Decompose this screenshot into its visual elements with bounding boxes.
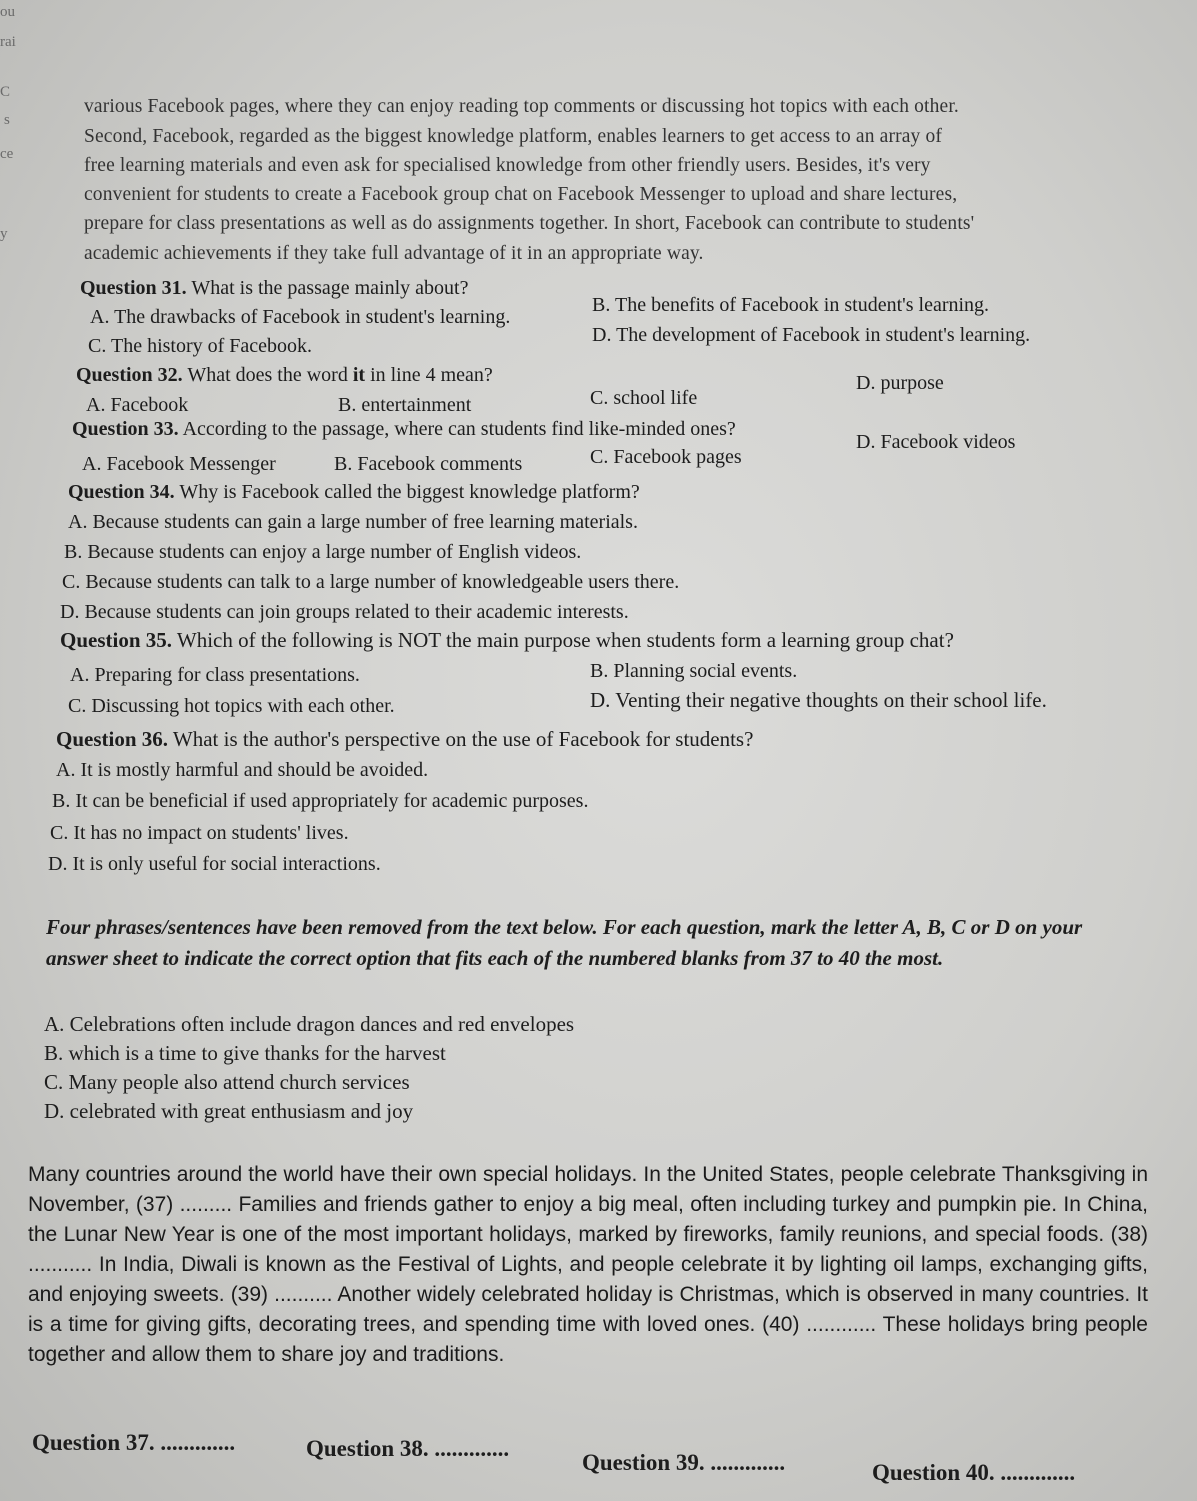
option-35c[interactable]: C. Discussing hot topics with each other.: [68, 695, 395, 717]
option-35a[interactable]: A. Preparing for class presentations.: [70, 664, 360, 686]
question-32: [76, 364, 493, 387]
question-label: Question 36.: [56, 727, 169, 751]
passage-line: free learning materials and even ask for specialised knowledge from other friendly users. Besides, it's very: [84, 155, 931, 176]
question-34: [68, 481, 640, 504]
margin-fragment: C: [0, 84, 11, 100]
question-label: Question 35.: [60, 628, 173, 652]
question-text: What does the word: [187, 364, 348, 386]
option-34b[interactable]: B. Because students can enjoy a large number of English videos.: [64, 541, 582, 563]
option-36c[interactable]: C. It has no impact on students' lives.: [50, 822, 349, 844]
question-label: Question 34.: [68, 481, 175, 503]
option-35b[interactable]: B. Planning social events.: [590, 660, 798, 682]
cloze-option-b[interactable]: B. which is a time to give thanks for the harvest: [44, 1041, 446, 1065]
question-text: What is the passage mainly about?: [191, 277, 469, 299]
option-33b[interactable]: B. Facebook comments: [334, 453, 523, 475]
question-text: Why is Facebook called the biggest knowledge platform?: [179, 481, 640, 503]
passage-line: various Facebook pages, where they can enjoy reading top comments or discussing hot topics with each other.: [84, 96, 959, 117]
option-32d[interactable]: D. purpose: [856, 372, 944, 394]
margin-fragment: ou: [0, 4, 15, 20]
margin-fragment: y: [0, 226, 8, 242]
answer-blank-37[interactable]: Question 37. .............: [32, 1430, 236, 1455]
margin-fragment: ce: [0, 146, 14, 162]
question-31: [80, 277, 468, 300]
option-31a[interactable]: A. The drawbacks of Facebook in student's learning.: [90, 306, 511, 328]
option-32b[interactable]: B. entertainment: [338, 394, 472, 416]
question-text: in line 4 mean?: [370, 364, 493, 386]
cloze-option-d[interactable]: D. celebrated with great enthusiasm and joy: [44, 1099, 414, 1123]
question-label: Question 33.: [72, 418, 179, 440]
answer-blank-39[interactable]: Question 39. .............: [582, 1450, 786, 1475]
passage-line: Second, Facebook, regarded as the biggest knowledge platform, enables learners to get access to an array of: [84, 126, 943, 147]
margin-fragment: s: [4, 112, 10, 128]
question-text: According to the passage, where can students find like-minded ones?: [182, 418, 736, 440]
option-34a[interactable]: A. Because students can gain a large number of free learning materials.: [68, 511, 638, 533]
option-32c[interactable]: C. school life: [590, 387, 698, 409]
cloze-instructions: Four phrases/sentences have been removed from the text below. For each question, mark the letter A, B, C or D on your answer sheet to indicate the correct option that fits each of the numbered blanks from 37 to 40 the most.: [46, 915, 1083, 970]
passage-line: convenient for students to create a Facebook group chat on Facebook Messenger to upload and share lectures,: [84, 184, 958, 205]
question-keyword: it: [352, 364, 366, 386]
option-34d[interactable]: D. Because students can join groups related to their academic interests.: [60, 601, 629, 623]
option-36a[interactable]: A. It is mostly harmful and should be avoided.: [56, 759, 429, 781]
option-35d[interactable]: D. Venting their negative thoughts on their school life.: [590, 688, 1047, 712]
passage-line: academic achievements if they take full advantage of it in an appropriate way.: [84, 243, 704, 264]
question-text: Which of the following is NOT the main purpose when students form a learning group chat?: [176, 628, 954, 652]
answer-blank-38[interactable]: Question 38. .............: [306, 1436, 510, 1461]
answer-blank-40[interactable]: Question 40. .............: [872, 1460, 1076, 1485]
question-label: Question 31.: [80, 277, 187, 299]
question-text: What is the author's perspective on the use of Facebook for students?: [172, 727, 754, 751]
margin-fragment: rai: [0, 34, 16, 50]
question-33: [72, 418, 736, 441]
cloze-option-c[interactable]: C. Many people also attend church services: [44, 1070, 410, 1094]
option-34c[interactable]: C. Because students can talk to a large number of knowledgeable users there.: [62, 571, 680, 593]
option-31d[interactable]: D. The development of Facebook in student's learning.: [592, 324, 1031, 346]
option-33d[interactable]: D. Facebook videos: [856, 431, 1016, 453]
option-36d[interactable]: D. It is only useful for social interactions.: [48, 853, 381, 875]
option-31c[interactable]: C. The history of Facebook.: [88, 335, 313, 357]
cloze-option-a[interactable]: A. Celebrations often include dragon dances and red envelopes: [44, 1012, 575, 1036]
option-32a[interactable]: A. Facebook: [86, 394, 189, 416]
passage-line: prepare for class presentations as well as do assignments together. In short, Facebook can contribute to students': [84, 213, 975, 234]
option-36b[interactable]: B. It can be beneficial if used appropriately for academic purposes.: [52, 790, 589, 812]
question-35: [60, 628, 954, 653]
question-label: Question 32.: [76, 364, 183, 386]
option-33a[interactable]: A. Facebook Messenger: [82, 453, 276, 475]
option-31b[interactable]: B. The benefits of Facebook in student's learning.: [592, 294, 990, 316]
cloze-paragraph: Many countries around the world have their own special holidays. In the United States, people celebrate Thanksgiving in November, (37) ......... Families and friends gather to enjoy a big meal, often including turkey and pumpkin pie. In China, the Lunar New Year is one of the most important holidays, marked by fireworks, family reunions, and special foods. (38) ........... In India, Diwali is known as the Festival of Lights, and people celebrate it by lighting oil lamps, exchanging gifts, and enjoying sweets. (39) .......... Another widely celebrated holiday is Christmas, which is observed in many countries. It is a time for giving gifts, decorating trees, and spending time with loved ones. (40) ............ These holidays bring people together and allow them to share joy and traditions.: [28, 1163, 1148, 1366]
option-33c[interactable]: C. Facebook pages: [590, 446, 742, 468]
question-36: [56, 727, 753, 752]
